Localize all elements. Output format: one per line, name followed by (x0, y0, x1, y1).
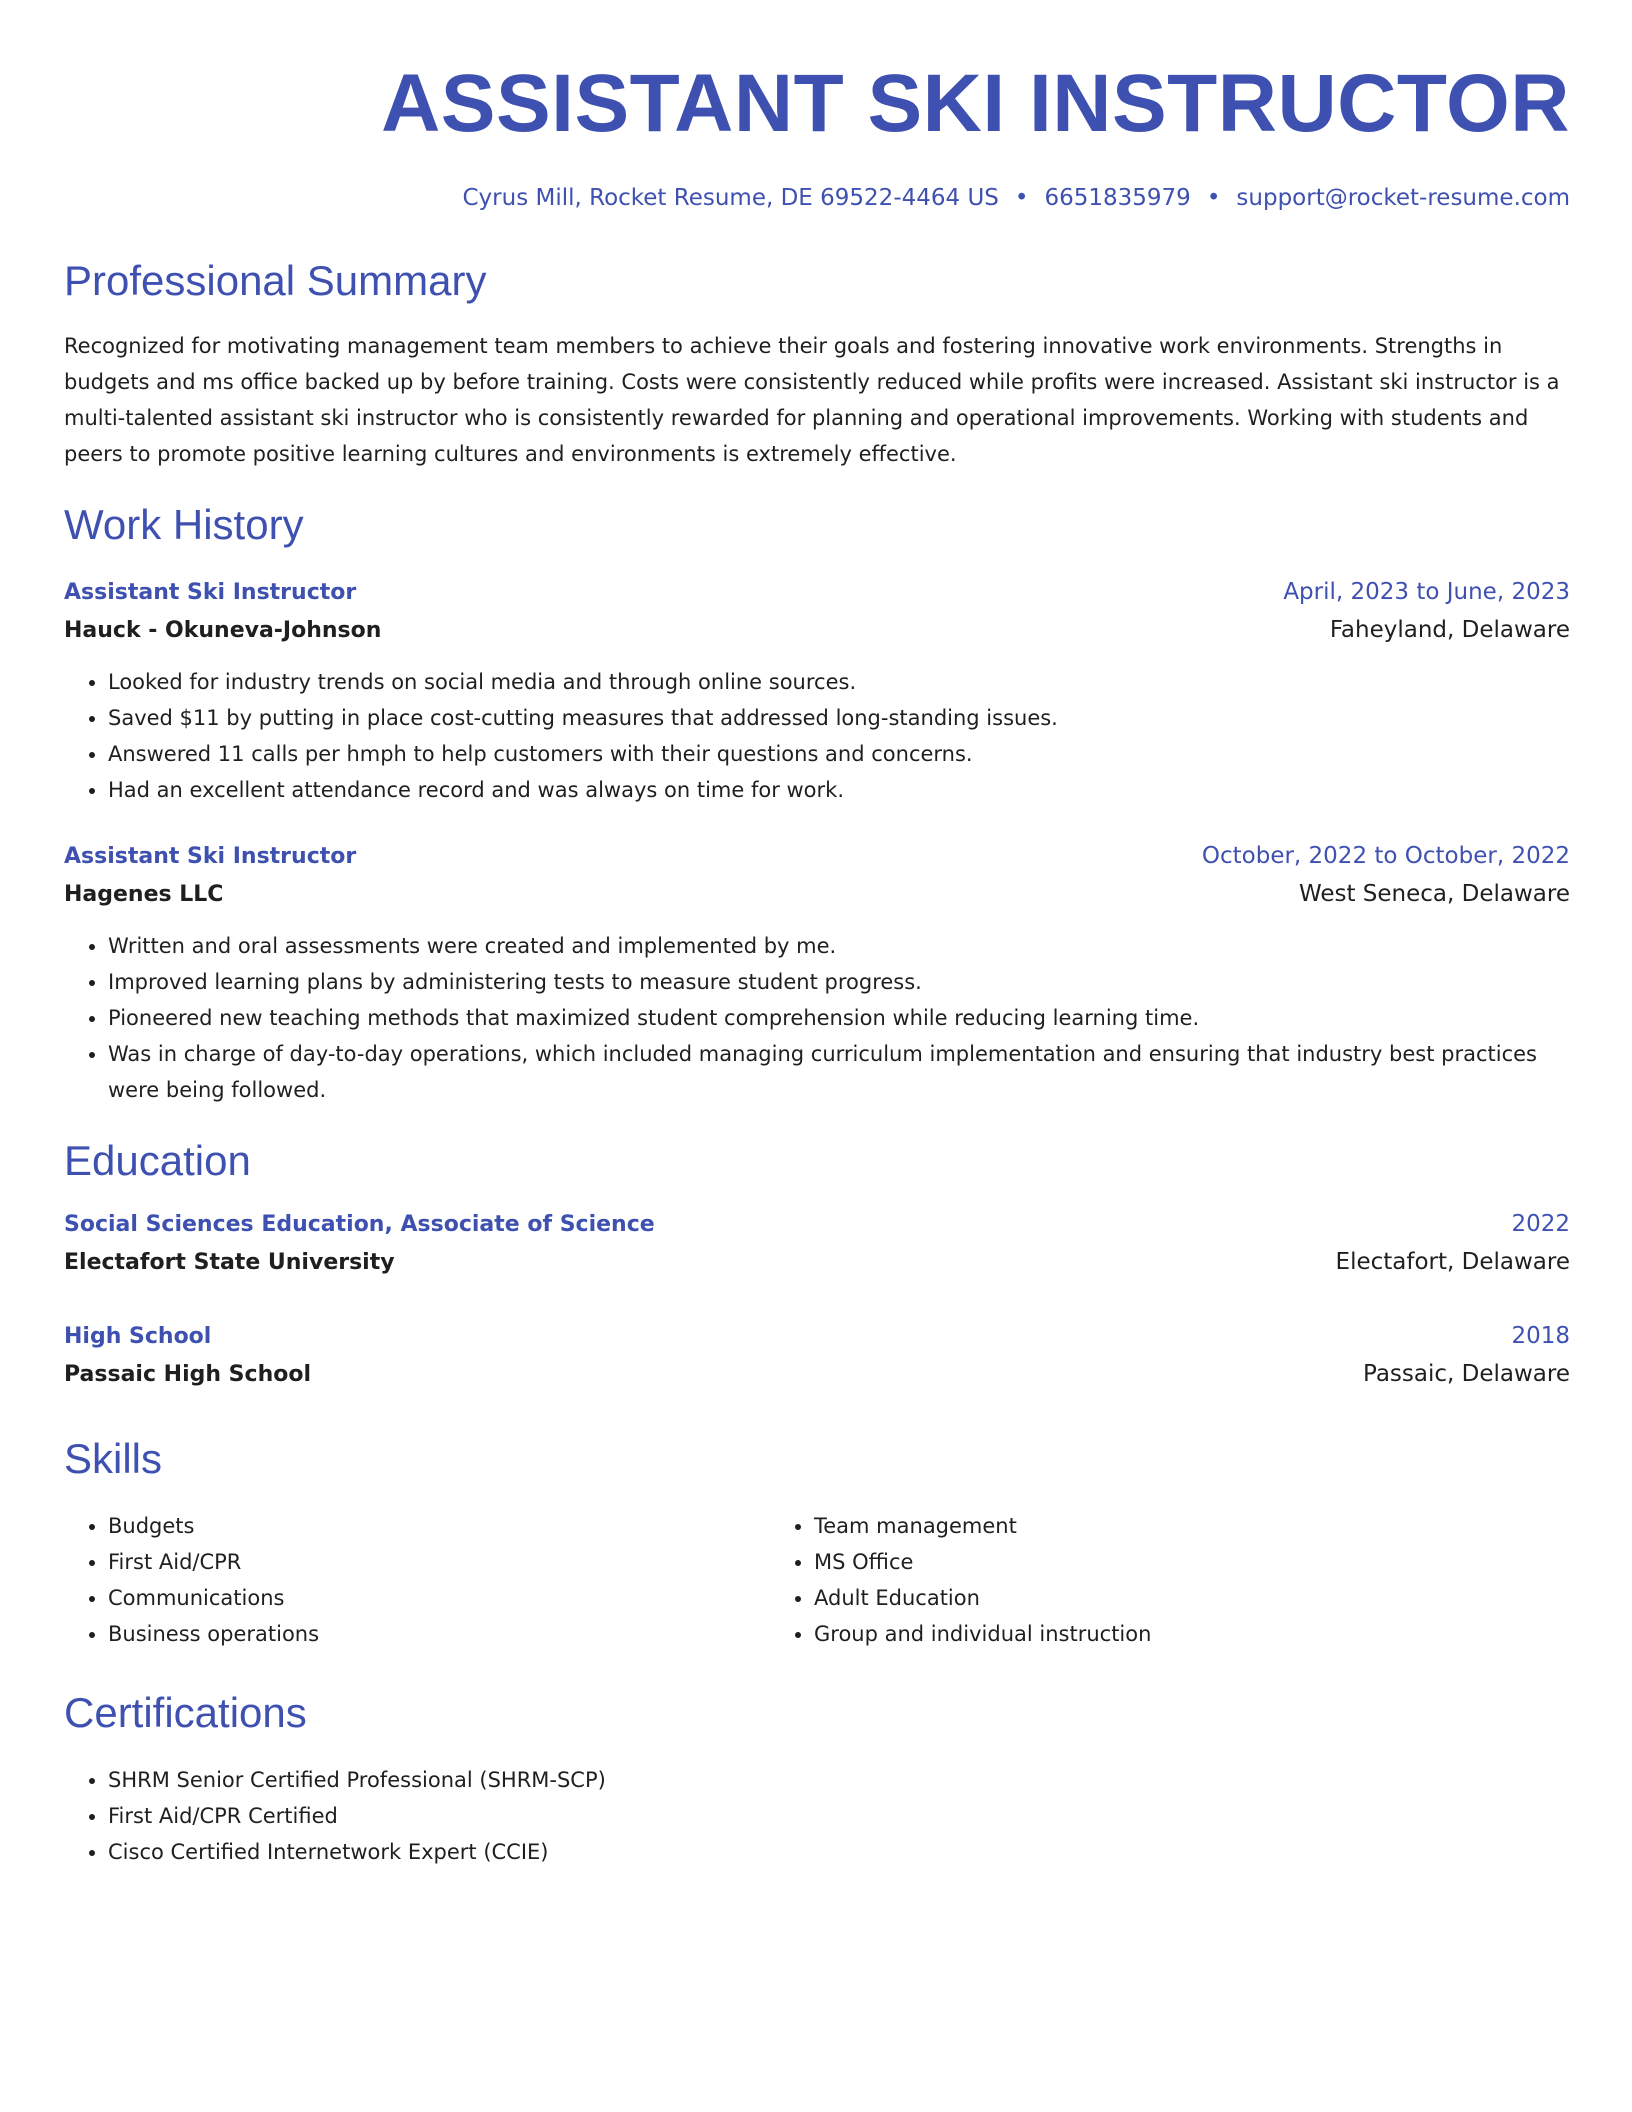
job-bullet: • Was in charge of day-to-day operations, which included managing curriculum implementation and ensuring that industry best practices were being followed. (108, 1036, 1570, 1108)
skills-column-right (754, 1508, 1444, 1652)
certifications-title: Certifications (64, 1689, 307, 1736)
job-bullets (64, 664, 1570, 808)
job-company-row (64, 611, 1570, 650)
job-role: Assistant Ski Instructor (64, 580, 357, 605)
certification-item: • Cisco Certified Internetwork Expert (CCIE) (108, 1834, 1570, 1870)
skill-item: • Budgets (108, 1508, 754, 1544)
certification-item: • First Aid/CPR Certified (108, 1798, 1570, 1834)
education-degree: Social Sciences Education, Associate of Science (64, 1212, 655, 1237)
education-location: Passaic, Delaware (1363, 1361, 1570, 1387)
skill-item: • Adult Education (814, 1580, 1444, 1616)
education-header-row (64, 1206, 1570, 1243)
skill-item: • Communications (108, 1580, 754, 1616)
skill-item: • First Aid/CPR (108, 1544, 754, 1580)
resume-name: ASSISTANT SKI INSTRUCTOR (381, 58, 1570, 149)
job-dates: October, 2022 to October, 2022 (1201, 843, 1570, 869)
certifications-list (64, 1762, 1570, 1870)
contact-phone: 6651835979 (1044, 185, 1191, 211)
skills-title: Skills (64, 1435, 163, 1482)
job-header-row (64, 838, 1570, 875)
job-bullets (64, 928, 1570, 1108)
job-dates: April, 2023 to June, 2023 (1283, 579, 1570, 605)
education-header-row (64, 1318, 1570, 1355)
skill-item: • Team management (814, 1508, 1444, 1544)
certification-item: • SHRM Senior Certified Professional (SHRM-SCP) (108, 1762, 1570, 1798)
contact-email[interactable]: support@rocket-resume.com (1236, 185, 1570, 211)
contact-line (64, 182, 1570, 214)
skills-column-left (64, 1508, 754, 1652)
skills-grid (64, 1508, 1570, 1652)
job-header-row (64, 574, 1570, 611)
summary-title: Professional Summary (64, 257, 487, 304)
education-entry (64, 1318, 1570, 1394)
education-location: Electafort, Delaware (1335, 1249, 1570, 1275)
education-school: Passaic High School (64, 1362, 311, 1387)
job-role: Assistant Ski Instructor (64, 844, 357, 869)
job-location: West Seneca, Delaware (1298, 881, 1570, 907)
job-bullet: • Pioneered new teaching methods that maximized student comprehension while reducing learning time. (108, 1000, 1570, 1036)
job-company: Hauck - Okuneva-Johnson (64, 618, 382, 643)
job-location: Faheyland, Delaware (1329, 617, 1570, 643)
education-school-row (64, 1243, 1570, 1282)
job-bullet: • Looked for industry trends on social media and through online sources. (108, 664, 1570, 700)
job-bullet: • Improved learning plans by administering tests to measure student progress. (108, 964, 1570, 1000)
job-entry (64, 838, 1570, 1108)
job-bullet: • Had an excellent attendance record and was always on time for work. (108, 772, 1570, 808)
job-bullet: • Written and oral assessments were created and implemented by me. (108, 928, 1570, 964)
summary-text: Recognized for motivating management team members to achieve their goals and fostering innovative work environments. Strengths in budgets and ms office backed up by before training. Costs were consistently reduced while profits were increased. Assistant ski instructor is a multi-talented assistant ski instructor who is consistently rewarded for planning and operational improvements. Working with students and peers to promote positive learning cultures and environments is extremely effective. (64, 334, 1560, 466)
work-history-title: Work History (64, 501, 304, 548)
job-company: Hagenes LLC (64, 882, 224, 907)
contact-separator: • (1206, 185, 1221, 211)
skill-item: • Business operations (108, 1616, 754, 1652)
job-entry (64, 574, 1570, 808)
job-company-row (64, 875, 1570, 914)
contact-separator: • (1014, 185, 1029, 211)
education-title: Education (64, 1137, 251, 1184)
education-entry (64, 1206, 1570, 1282)
skill-item: • Group and individual instruction (814, 1616, 1444, 1652)
job-bullet: • Saved $11 by putting in place cost-cutting measures that addressed long-standing issues. (108, 700, 1570, 736)
contact-address: Cyrus Mill, Rocket Resume, DE 69522-4464 US (462, 185, 999, 211)
education-degree: High School (64, 1324, 212, 1349)
education-school-row (64, 1355, 1570, 1394)
skill-item: • MS Office (814, 1544, 1444, 1580)
education-year: 2018 (1511, 1323, 1570, 1349)
job-bullet: • Answered 11 calls per hmph to help customers with their questions and concerns. (108, 736, 1570, 772)
education-year: 2022 (1511, 1211, 1570, 1237)
education-school: Electafort State University (64, 1250, 395, 1275)
